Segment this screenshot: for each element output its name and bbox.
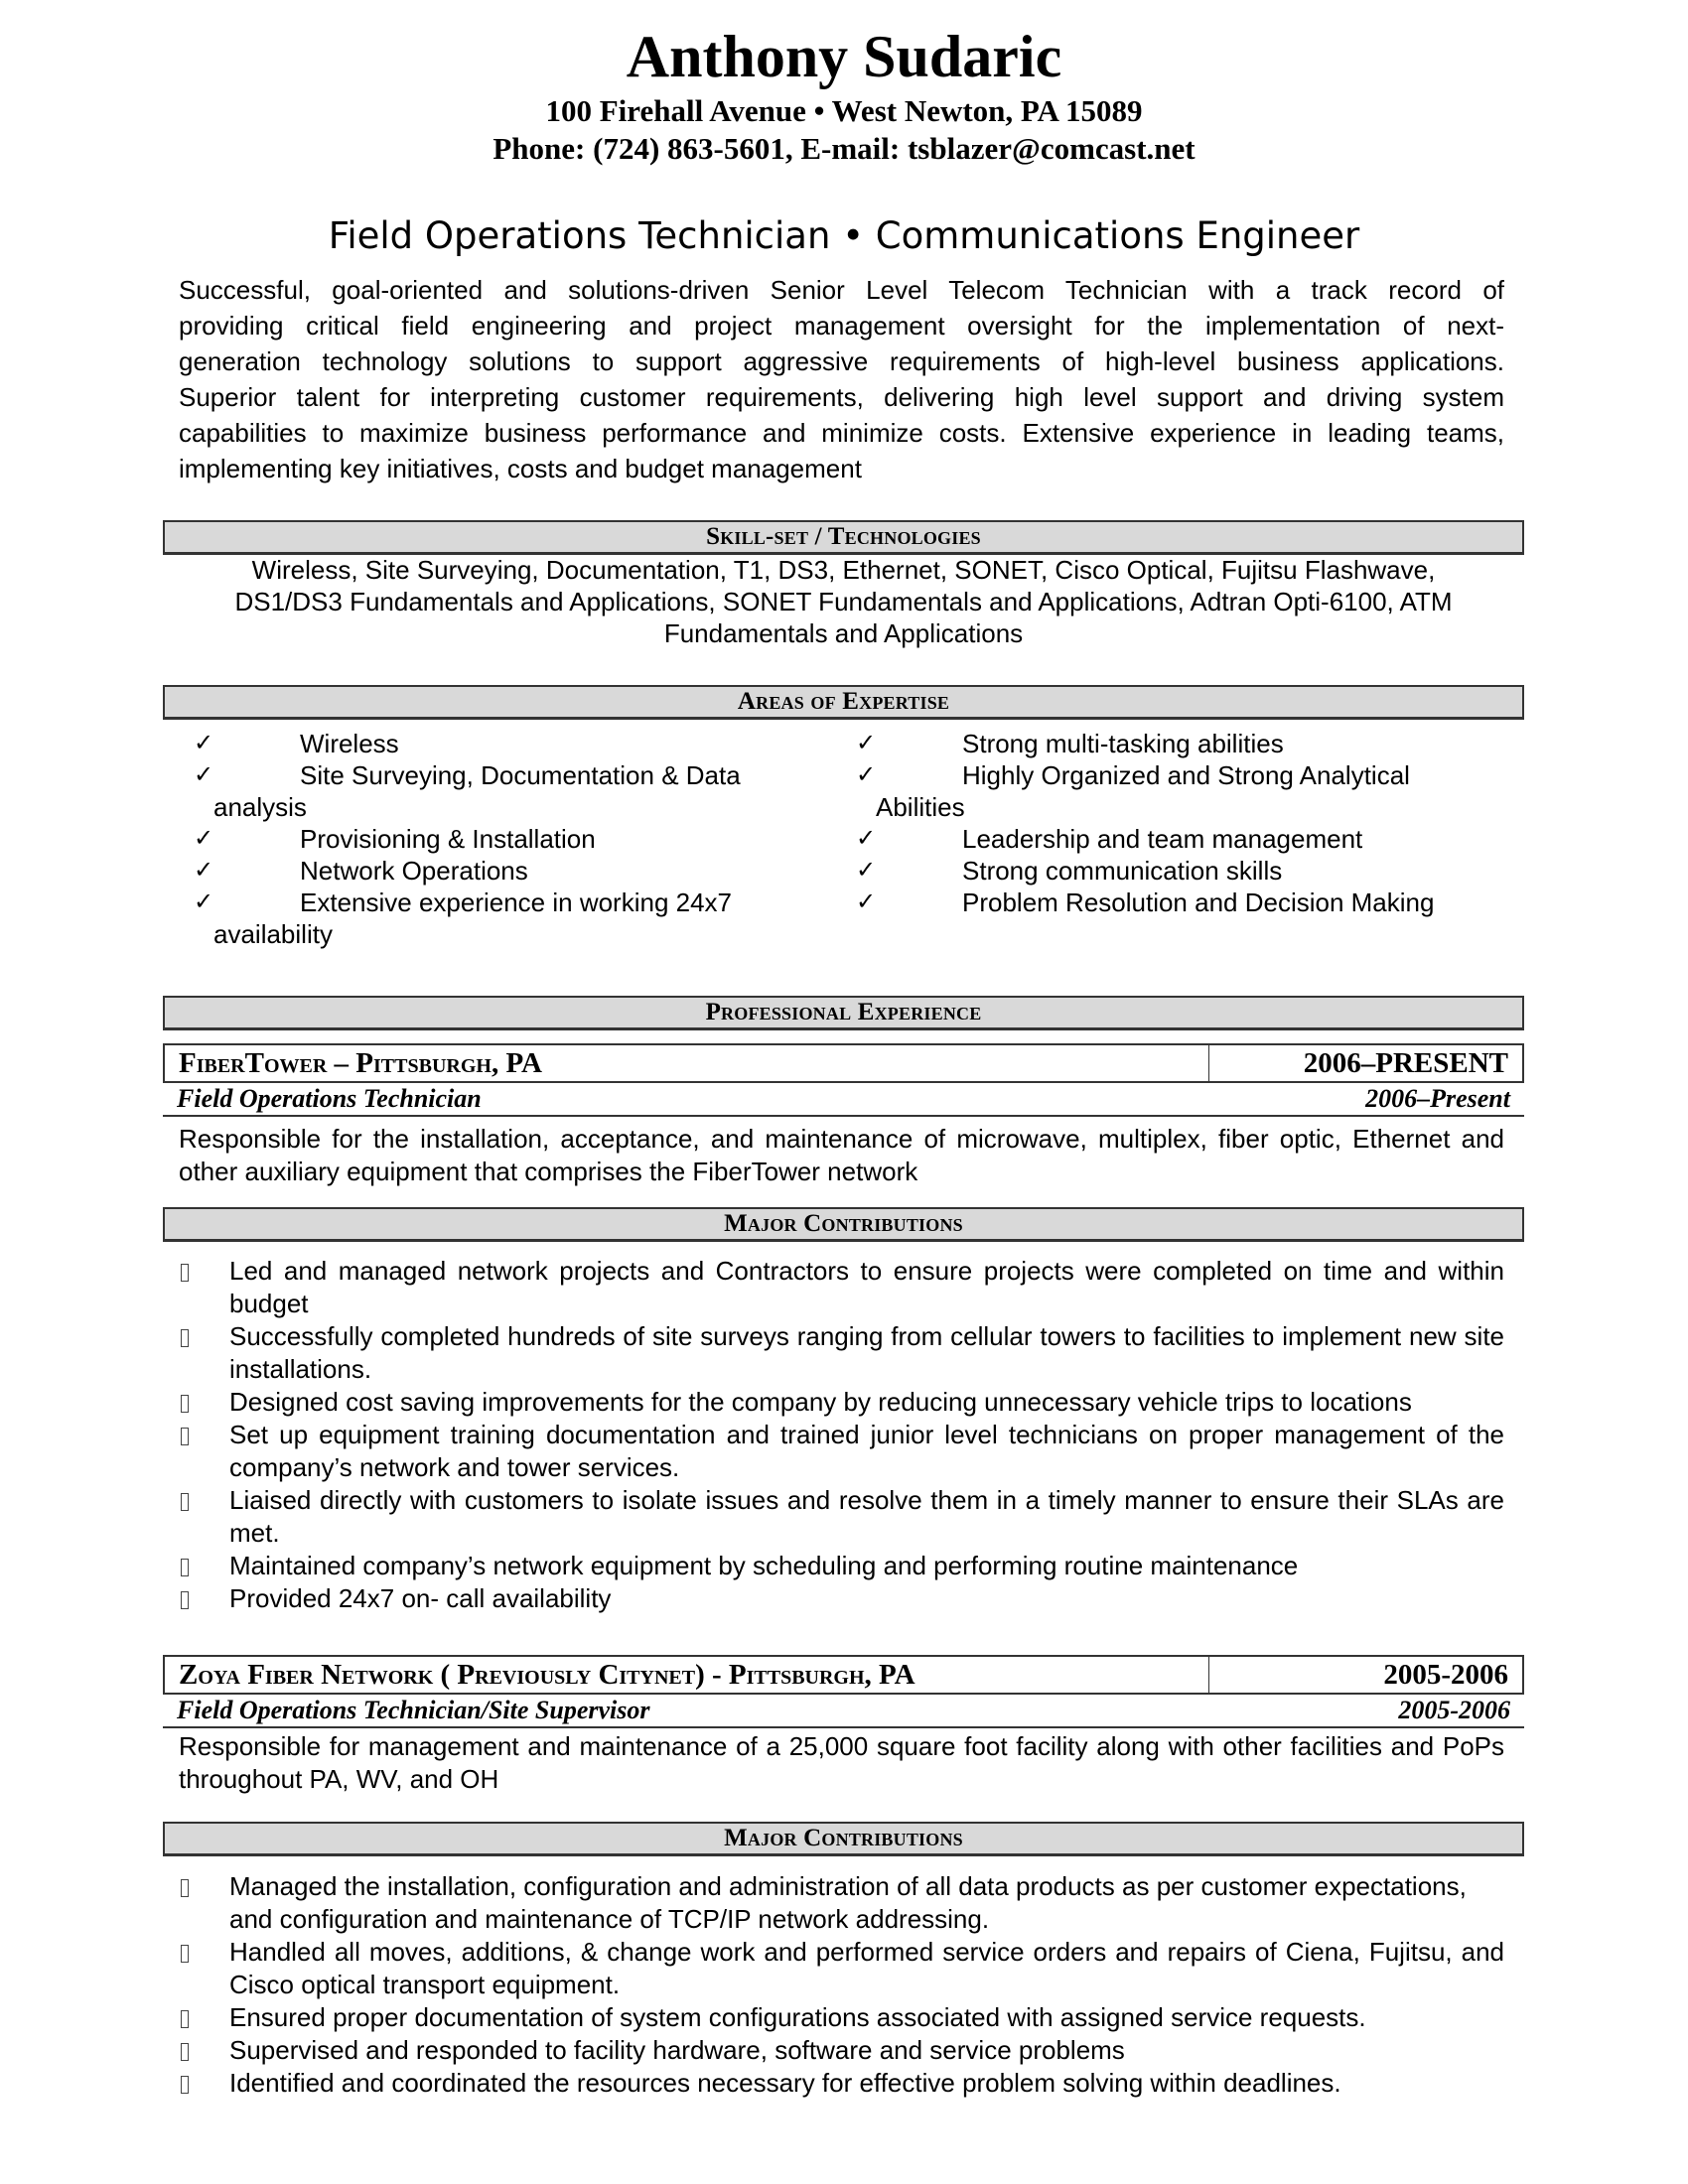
check-icon: ✓ — [856, 857, 877, 884]
company-dates: 2006–PRESENT — [1303, 1047, 1508, 1079]
role-title: Field Operations Technician — [177, 1084, 482, 1113]
check-icon: ✓ — [856, 825, 877, 852]
expertise-item: ✓ Site Surveying, Documentation & Data analysis — [194, 760, 741, 822]
summary-line: capabilities to maximize business performance and minimize costs. Extensive experience in leading teams, — [179, 418, 1504, 448]
list-item: Designed cost saving improvements for the company by reducing unnecessary vehicle trips to locations — [179, 1386, 1504, 1419]
section-title: Skill-set / Technologies — [706, 523, 981, 550]
job-description: Responsible for the installation, acceptance, and maintenance of microwave, multiplex, fiber optic, Ethernet and other auxiliary equipment that comprises the FiberTower network — [179, 1124, 1504, 1186]
expertise-item: ✓ Extensive experience in working 24x7 availability — [194, 887, 733, 949]
section-title: Major Contributions — [724, 1825, 963, 1851]
check-icon: ✓ — [194, 730, 214, 756]
list-item: Identified and coordinated the resources necessary for effective problem solving within deadlines. — [179, 2067, 1504, 2100]
role-dates: 2005-2006 — [1398, 1696, 1510, 1724]
candidate-name: Anthony Sudaric — [626, 24, 1062, 89]
check-icon: ✓ — [194, 857, 214, 884]
check-icon: ✓ — [194, 761, 214, 788]
list-item: Set up equipment training documentation and trained junior level technicians on proper management of the company’s network and tower services. — [179, 1419, 1504, 1484]
expertise-item: ✓ Provisioning & Installation — [194, 824, 596, 854]
headline-title: Field Operations Technician • Communications Engineer — [328, 214, 1360, 257]
bullet-icon — [181, 2010, 189, 2028]
bullet-icon — [181, 1591, 189, 1609]
check-icon: ✓ — [194, 825, 214, 852]
job-role-row — [163, 1083, 1524, 1117]
company-name: Zoya Fiber Network ( Previously Citynet) - Pittsburgh, PA — [165, 1657, 1209, 1693]
summary-line: Superior talent for interpreting customer requirements, delivering high level support and driving system — [179, 382, 1504, 412]
list-item: Ensured proper documentation of system configurations associated with assigned service requests. — [179, 2001, 1504, 2034]
bullet-icon — [181, 2076, 189, 2094]
bullet-icon — [181, 2043, 189, 2061]
company-name: FiberTower – Pittsburgh, PA — [165, 1045, 1209, 1081]
section-title: Areas of Expertise — [737, 688, 950, 715]
contributions-list — [179, 1255, 1504, 1615]
skills-line: DS1/DS3 Fundamentals and Applications, SONET Fundamentals and Applications, Adtran Opti-6100, ATM — [234, 587, 1453, 616]
expertise-item: ✓ Network Operations — [194, 856, 528, 886]
section-title: Major Contributions — [724, 1210, 963, 1237]
section-header-experience — [163, 996, 1524, 1030]
section-header-contributions — [163, 1822, 1524, 1856]
skills-list — [163, 554, 1524, 649]
job-role-row — [163, 1695, 1524, 1728]
expertise-column-right — [856, 728, 1511, 918]
bullet-icon — [181, 1493, 189, 1511]
summary-paragraph — [179, 272, 1504, 486]
check-icon: ✓ — [856, 761, 877, 788]
list-item: Managed the installation, configuration and administration of all data products as per customer expectations, and configuration and maintenance of TCP/IP network addressing. — [179, 1870, 1504, 1936]
section-header-expertise — [163, 685, 1524, 720]
address-line: 100 Firehall Avenue • West Newton, PA 15089 — [545, 93, 1143, 128]
list-item: Handled all moves, additions, & change work and performed service orders and repairs of Ciena, Fujitsu, and Cisco optical transport equipment. — [179, 1936, 1504, 2001]
bullet-icon — [181, 1945, 189, 1963]
bullet-icon — [181, 1329, 189, 1347]
expertise-item: ✓ Highly Organized and Strong Analytical Abilities — [856, 760, 1410, 822]
list-item: Maintained company’s network equipment by scheduling and performing routine maintenance — [179, 1550, 1504, 1582]
section-header-skills — [163, 520, 1524, 555]
bullet-icon — [181, 1559, 189, 1576]
contact-line: Phone: (724) 863-5601, E-mail: tsblazer@comcast.net — [492, 131, 1196, 166]
job-header-zoya — [163, 1655, 1524, 1695]
expertise-item: ✓ Strong multi-tasking abilities — [856, 729, 1284, 758]
contributions-list — [179, 1870, 1504, 2100]
list-item: Provided 24x7 on- call availability — [179, 1582, 1504, 1615]
list-item: Liaised directly with customers to isolate issues and resolve them in a timely manner to ensure their SLAs are met. — [179, 1484, 1504, 1550]
expertise-item: ✓ Wireless — [194, 729, 399, 758]
summary-line: providing critical field engineering and project management oversight for the implementation of next- — [179, 311, 1504, 341]
expertise-column-left — [194, 728, 849, 950]
check-icon: ✓ — [856, 730, 877, 756]
section-title: Professional Experience — [705, 999, 982, 1025]
check-icon: ✓ — [194, 888, 214, 915]
section-header-contributions — [163, 1207, 1524, 1242]
bullet-icon — [181, 1264, 189, 1282]
bullet-icon — [181, 1428, 189, 1445]
summary-line: implementing key initiatives, costs and budget management — [179, 454, 862, 483]
bullet-icon — [181, 1395, 189, 1413]
check-icon: ✓ — [856, 888, 877, 915]
expertise-item: ✓ Leadership and team management — [856, 824, 1363, 854]
job-header-fibertower — [163, 1043, 1524, 1083]
list-item: Supervised and responded to facility hardware, software and service problems — [179, 2034, 1504, 2067]
bullet-icon — [181, 1879, 189, 1897]
expertise-item: ✓ Problem Resolution and Decision Making — [856, 887, 1435, 917]
role-dates: 2006–Present — [1365, 1084, 1510, 1113]
expertise-item: ✓ Strong communication skills — [856, 856, 1283, 886]
list-item: Successfully completed hundreds of site surveys ranging from cellular towers to facilities to implement new site installations. — [179, 1320, 1504, 1386]
company-dates: 2005-2006 — [1383, 1659, 1508, 1691]
list-item: Led and managed network projects and Contractors to ensure projects were completed on time and within budget — [179, 1255, 1504, 1320]
skills-line: Fundamentals and Applications — [663, 618, 1024, 648]
summary-line: Successful, goal-oriented and solutions-driven Senior Level Telecom Technician with a track record of — [179, 275, 1504, 305]
job-description: Responsible for management and maintenance of a 25,000 square foot facility along with other facilities and PoPs throughout PA, WV, and OH — [179, 1731, 1504, 1794]
role-title: Field Operations Technician/Site Supervisor — [177, 1696, 650, 1724]
summary-line: generation technology solutions to support aggressive requirements of high-level business applications. — [179, 346, 1504, 376]
skills-line: Wireless, Site Surveying, Documentation, T1, DS3, Ethernet, SONET, Cisco Optical, Fujitsu Flashwave, — [251, 555, 1436, 585]
